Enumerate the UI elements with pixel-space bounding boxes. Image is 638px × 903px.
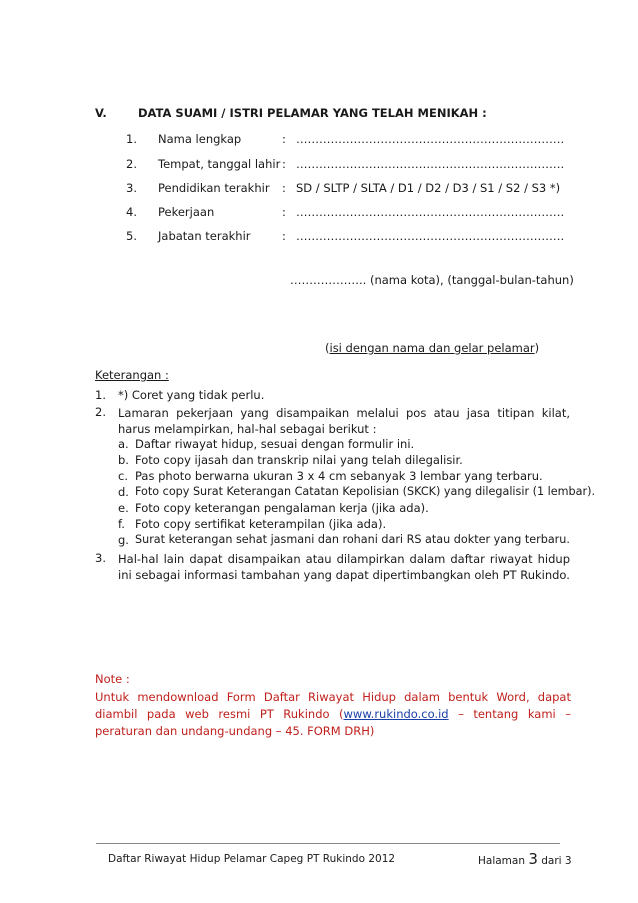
signature-open-paren: ( xyxy=(325,341,330,355)
signature-line xyxy=(325,341,539,355)
field-colon: : xyxy=(282,157,286,171)
place-date-line: ……………….. (nama kota), (tanggal-bulan-tahun) xyxy=(290,273,574,287)
footer-divider xyxy=(96,843,560,844)
field-colon: : xyxy=(282,132,286,146)
footer-page-indicator xyxy=(478,850,572,868)
footer-document-title: Daftar Riwayat Hidup Pelamar Capeg PT Rukindo 2012 xyxy=(108,853,396,865)
field-label: Pendidikan terakhir xyxy=(158,181,270,195)
field-number: 3. xyxy=(126,181,137,195)
sublist-text: Foto copy ijasah dan transkrip nilai yang telah dilegalisir. xyxy=(135,453,463,467)
notes-item-text: *) Coret yang tidak perlu. xyxy=(118,388,265,402)
footer-page-number: 3 xyxy=(528,850,538,868)
field-number: 5. xyxy=(126,229,137,243)
sublist-letter: b. xyxy=(118,453,129,467)
notes-item-number: 3. xyxy=(95,551,106,565)
field-label: Nama lengkap xyxy=(158,132,242,146)
notes-item-text: Hal-hal lain dapat disampaikan atau dilampirkan dalam daftar riwayat hidup ini sebagai informasi tambahan yang dapat dipertimbangkan oleh PT Rukindo. xyxy=(118,552,570,582)
section-title: DATA SUAMI / ISTRI PELAMAR YANG TELAH MENIKAH : xyxy=(138,106,487,120)
note-text-after: – tentang kami – peraturan dan undang-undang – 45. FORM DRH) xyxy=(95,707,571,738)
section-number: V. xyxy=(95,106,107,120)
notes-item-number: 1. xyxy=(95,388,106,402)
footer-page-label: Halaman xyxy=(478,855,525,867)
field-value[interactable]: ……………………………………………………………. xyxy=(296,229,565,243)
footer-page-total: dari 3 xyxy=(541,855,572,867)
notes-item-number: 2. xyxy=(95,405,106,419)
field-value[interactable]: ……………………………………………………………. xyxy=(296,132,565,146)
sublist-letter: a. xyxy=(118,437,129,451)
note-heading: Note : xyxy=(95,672,130,686)
signature-close-paren: ) xyxy=(534,341,540,355)
field-value[interactable]: ……………………………………………………………. xyxy=(296,205,565,219)
field-label: Tempat, tanggal lahir xyxy=(158,157,281,171)
note-text-before: Untuk mendownload Form Daftar Riwayat Hidup dalam bentuk Word, dapat diambil pada web resmi PT Rukindo ( xyxy=(95,690,571,721)
sublist-letter: e. xyxy=(118,501,129,515)
field-colon: : xyxy=(282,181,286,195)
field-number: 2. xyxy=(126,157,137,171)
notes-item-text: Lamaran pekerjaan yang disampaikan melalui pos atau jasa titipan kilat, harus melampirkan, hal-hal sebagai berikut : xyxy=(118,406,570,436)
sublist-text: Surat keterangan sehat jasmani dan rohani dari RS atau dokter yang terbaru. xyxy=(135,533,570,546)
sublist-text: Foto copy Surat Keterangan Catatan Kepolisian (SKCK) yang dilegalisir (1 lembar). xyxy=(135,485,596,498)
sublist-letter: f. xyxy=(118,517,125,531)
signature-name-placeholder: isi dengan nama dan gelar pelamar xyxy=(329,341,535,355)
sublist-letter: g. xyxy=(118,533,129,547)
notes-heading: Keterangan : xyxy=(95,368,169,382)
field-value[interactable]: SD / SLTP / SLTA / D1 / D2 / D3 / S1 / S2 / S3 *) xyxy=(296,181,561,195)
sublist-text: Foto copy sertifikat keterampilan (jika ada). xyxy=(135,517,387,531)
field-label: Pekerjaan xyxy=(158,205,215,219)
sublist-text: Daftar riwayat hidup, sesuai dengan formulir ini. xyxy=(135,437,415,451)
sublist-text: Pas photo berwarna ukuran 3 x 4 cm sebanyak 3 lembar yang terbaru. xyxy=(135,469,543,483)
field-value[interactable]: ……………………………………………………………. xyxy=(296,157,565,171)
sublist-letter: d. xyxy=(118,485,129,499)
field-number: 4. xyxy=(126,205,137,219)
sublist-letter: c. xyxy=(118,469,128,483)
field-label: Jabatan terakhir xyxy=(158,229,251,243)
field-colon: : xyxy=(282,205,286,219)
field-colon: : xyxy=(282,229,286,243)
sublist-text: Foto copy keterangan pengalaman kerja (jika ada). xyxy=(135,501,429,515)
field-number: 1. xyxy=(126,132,137,146)
rukindo-website-link[interactable]: www.rukindo.co.id xyxy=(343,707,449,721)
note-body xyxy=(95,689,571,740)
